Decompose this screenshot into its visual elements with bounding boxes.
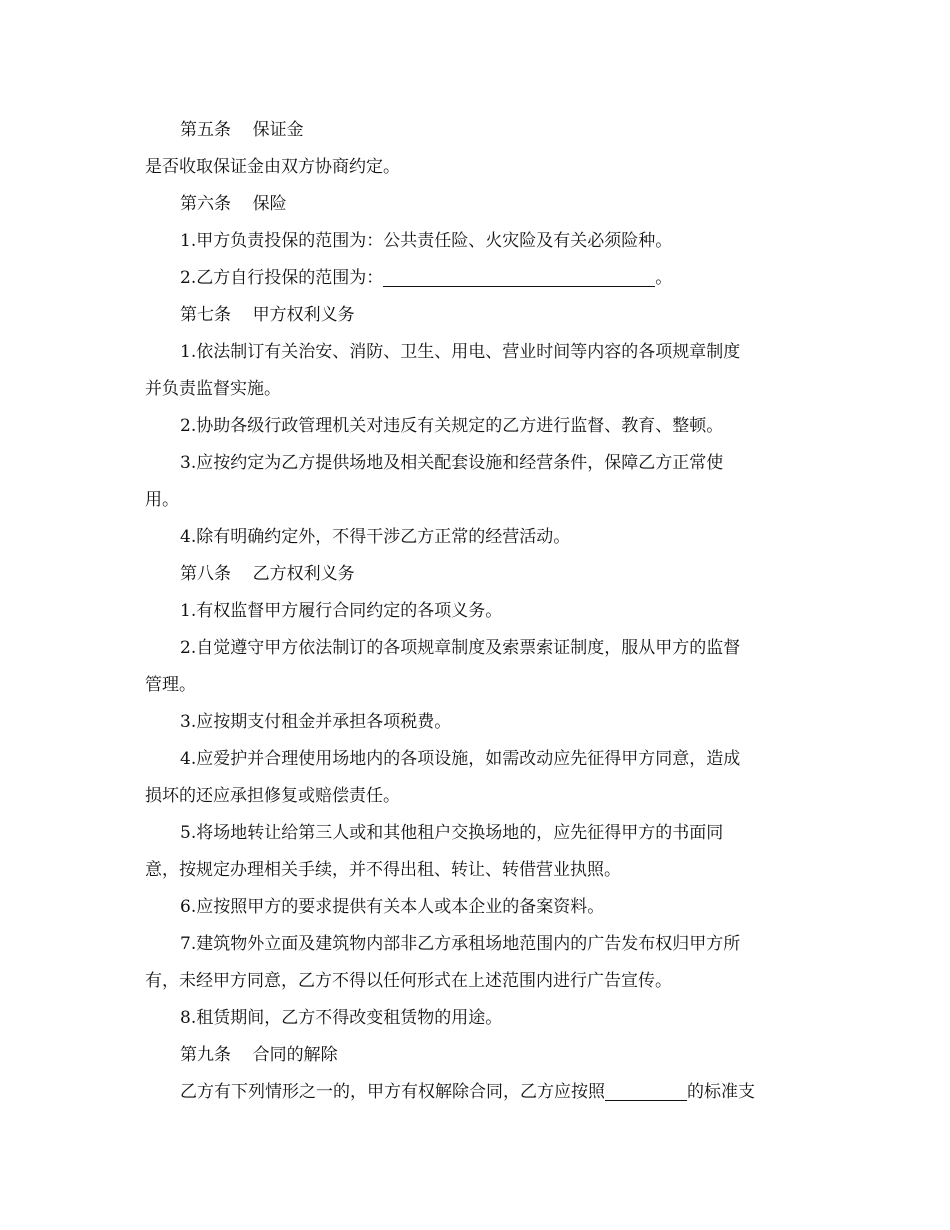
article-8-item-4-line-1: 4.应爱护并合理使用场地内的各项设施，如需改动应先征得甲方同意，造成	[180, 749, 741, 769]
article-7-item-1-line-1: 1.依法制订有关治安、消防、卫生、用电、营业时间等内容的各项规章制度	[180, 342, 741, 362]
article-7-item-2: 2.协助各级行政管理机关对违反有关规定的乙方进行监督、教育、整顿。	[180, 416, 724, 436]
article-6-item-2-suffix: 。	[655, 268, 673, 288]
article-5-heading: 第五条 保证金	[180, 120, 304, 140]
article-9-text-suffix: 的标准支	[687, 1082, 755, 1102]
article-8-item-5-line-1: 5.将场地转让给第三人或和其他租户交换场地的，应先征得甲方的书面同	[180, 823, 724, 843]
contract-body	[145, 112, 810, 1111]
article-9-text	[145, 1074, 810, 1111]
article-8-heading: 第八条 乙方权利义务	[180, 564, 355, 584]
article-6-item-2-prefix: 2.乙方自行投保的范围为：	[180, 268, 384, 288]
article-9-heading: 第九条 合同的解除	[180, 1045, 338, 1065]
article-8-item-8: 8.租赁期间，乙方不得改变租赁物的用途。	[180, 1008, 503, 1028]
article-9-text-prefix: 乙方有下列情形之一的，甲方有权解除合同，乙方应按照	[180, 1082, 605, 1102]
article-8-item-6: 6.应按照甲方的要求提供有关本人或本企业的备案资料。	[180, 897, 605, 917]
insurance-scope-blank	[383, 264, 655, 287]
article-8-item-2-line-2: 管理。	[145, 675, 196, 695]
article-7-heading: 第七条 甲方权利义务	[180, 305, 355, 325]
article-8-item-2-line-1: 2.自觉遵守甲方依法制订的各项规章制度及索票索证制度，服从甲方的监督	[180, 638, 741, 658]
article-6-item-1: 1.甲方负责投保的范围为：公共责任险、火灾险及有关必须险种。	[180, 231, 673, 251]
article-6-heading: 第六条 保险	[180, 194, 287, 214]
article-8-item-3: 3.应按期支付租金并承担各项税费。	[180, 712, 452, 732]
article-8-item-7-line-1: 7.建筑物外立面及建筑物内部非乙方承租场地范围内的广告发布权归甲方所	[180, 934, 741, 954]
article-6-item-2	[145, 260, 810, 297]
article-8-item-1: 1.有权监督甲方履行合同约定的各项义务。	[180, 601, 503, 621]
article-7-item-3-line-1: 3.应按约定为乙方提供场地及相关配套设施和经营条件，保障乙方正常使	[180, 453, 724, 473]
article-8-item-7-line-2: 有，未经甲方同意，乙方不得以任何形式在上述范围内进行广告宣传。	[145, 971, 672, 991]
article-7-item-3-line-2: 用。	[145, 490, 179, 510]
article-8-item-4-line-2: 损坏的还应承担修复或赔偿责任。	[145, 786, 400, 806]
article-8-item-5-line-2: 意，按规定办理相关手续，并不得出租、转让、转借营业执照。	[145, 860, 621, 880]
penalty-standard-blank	[605, 1078, 687, 1101]
article-7-item-1-line-2: 并负责监督实施。	[145, 379, 281, 399]
article-7-item-4: 4.除有明确约定外，不得干涉乙方正常的经营活动。	[180, 527, 571, 547]
article-5-text: 是否收取保证金由双方协商约定。	[145, 157, 400, 177]
